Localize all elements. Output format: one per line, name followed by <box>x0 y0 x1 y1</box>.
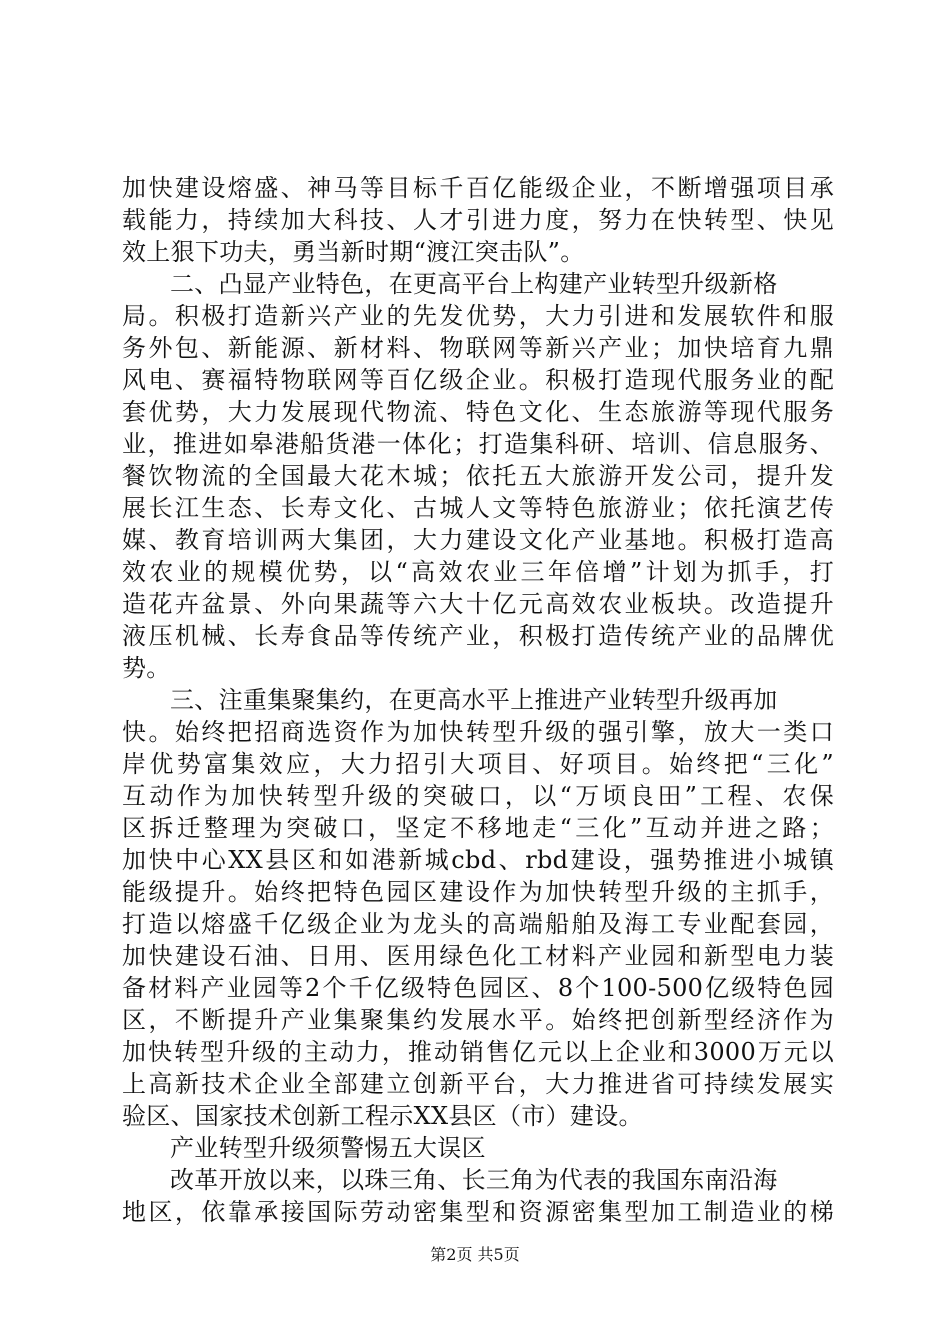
text-line: 造花卉盆景、外向果蔬等六大十亿元高效农业板块。改造提升 <box>122 590 834 618</box>
text-line: 局。积极打造新兴产业的先发优势，大力引进和发展软件和服 <box>122 302 834 330</box>
text-line: 风电、赛福特物联网等百亿级企业。积极打造现代服务业的配 <box>122 366 834 394</box>
text-line: 势。 <box>122 654 171 682</box>
text-line: 效农业的规模优势，以“高效农业三年倍增”计划为抓手，打 <box>122 558 834 586</box>
text-line: 效上狠下功夫，勇当新时期“渡江突击队”。 <box>122 238 585 266</box>
text-line: 能级提升。始终把特色园区建设作为加快转型升级的主抓手， <box>122 878 834 906</box>
text-line: 加快建设石油、日用、医用绿色化工材料产业园和新型电力装 <box>122 942 834 970</box>
text-line: 岸优势富集效应，大力招引大项目、好项目。始终把“三化” <box>122 750 834 778</box>
text-line: 备材料产业园等2个千亿级特色园区、8个100-500亿级特色园 <box>122 974 834 1002</box>
text-line: 区拆迁整理为突破口，坚定不移地走“三化”互动并进之路； <box>122 814 834 842</box>
text-line: 套优势，大力发展现代物流、特色文化、生态旅游等现代服务 <box>122 398 834 426</box>
text-line: 上高新技术企业全部建立创新平台，大力推进省可持续发展实 <box>122 1070 834 1098</box>
text-line: 验区、国家技术创新工程示XX县区（市）建设。 <box>122 1102 643 1130</box>
text-line: 改革开放以来，以珠三角、长三角为代表的我国东南沿海 <box>170 1166 778 1194</box>
text-line: 载能力，持续加大科技、人才引进力度，努力在快转型、快见 <box>122 206 834 234</box>
text-line: 展长江生态、长寿文化、古城人文等特色旅游业；依托演艺传 <box>122 494 834 522</box>
text-line: 加快中心XX县区和如港新城cbd、rbd建设，强势推进小城镇 <box>122 846 834 874</box>
text-line: 务外包、新能源、新材料、物联网等新兴产业；加快培育九鼎 <box>122 334 834 362</box>
text-line: 三、注重集聚集约，在更高水平上推进产业转型升级再加 <box>170 686 778 714</box>
text-line: 加快转型升级的主动力，推动销售亿元以上企业和3000万元以 <box>122 1038 834 1066</box>
page-number-footer: 第2页 共5页 <box>430 1245 520 1264</box>
document-body <box>122 172 834 1228</box>
text-line: 打造以熔盛千亿级企业为龙头的高端船舶及海工专业配套园， <box>122 910 834 938</box>
text-line: 二、凸显产业特色，在更高平台上构建产业转型升级新格 <box>170 270 778 298</box>
text-line: 媒、教育培训两大集团，大力建设文化产业基地。积极打造高 <box>122 526 834 554</box>
text-line: 快。始终把招商选资作为加快转型升级的强引擎，放大一类口 <box>122 718 834 746</box>
text-line: 业，推进如皋港船货港一体化；打造集科研、培训、信息服务、 <box>122 430 834 458</box>
text-line: 互动作为加快转型升级的突破口，以“万顷良田”工程、农保 <box>122 782 834 810</box>
text-line: 区，不断提升产业集聚集约发展水平。始终把创新型经济作为 <box>122 1006 834 1034</box>
text-line: 液压机械、长寿食品等传统产业，积极打造传统产业的品牌优 <box>122 622 834 650</box>
text-line: 加快建设熔盛、神马等目标千百亿能级企业，不断增强项目承 <box>122 174 834 202</box>
text-line: 地区，依靠承接国际劳动密集型和资源密集型加工制造业的梯 <box>122 1198 834 1226</box>
text-line: 产业转型升级须警惕五大误区 <box>170 1134 486 1162</box>
text-line: 餐饮物流的全国最大花木城；依托五大旅游开发公司，提升发 <box>122 462 834 490</box>
